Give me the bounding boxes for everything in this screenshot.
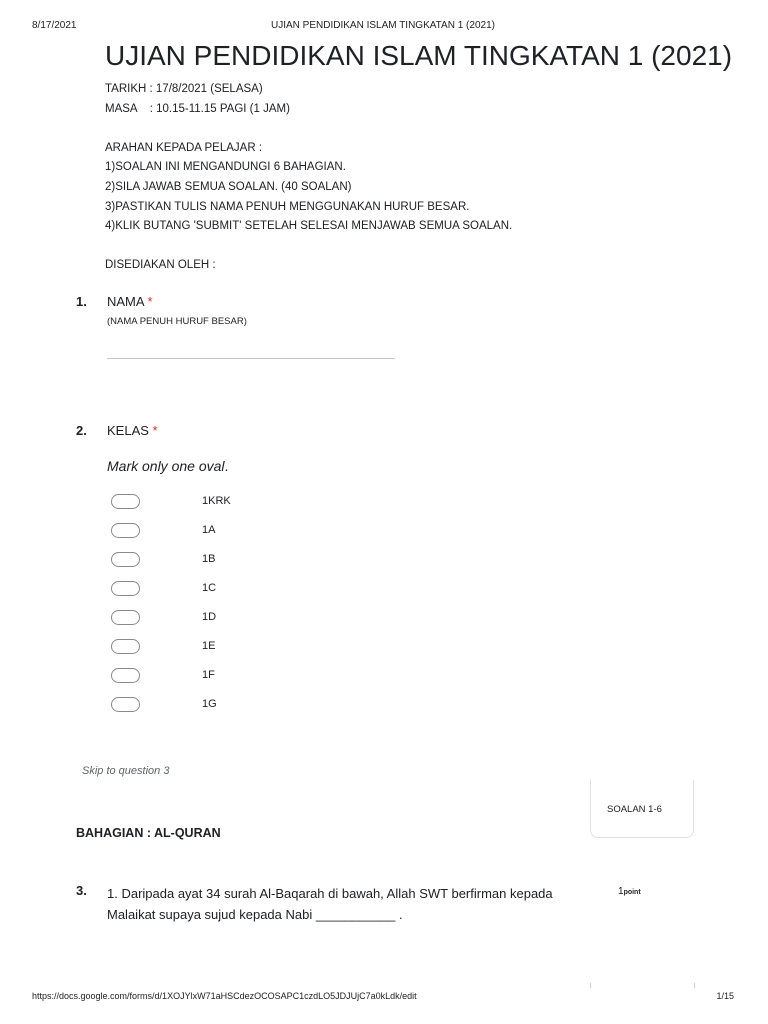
question-1-title (107, 294, 153, 309)
question-points (618, 886, 641, 897)
description-line (105, 237, 512, 257)
class-option-1c[interactable] (111, 581, 311, 599)
option-label: 1KRK (202, 495, 231, 507)
description-line (105, 119, 512, 139)
class-option-1e[interactable] (111, 639, 311, 657)
mark-only-one-instruction (107, 458, 228, 474)
question-1-number: 1. (76, 294, 87, 309)
radio-oval[interactable] (111, 523, 140, 538)
radio-oval[interactable] (111, 668, 140, 683)
instruction-period: . (224, 458, 229, 474)
radio-oval[interactable] (111, 552, 140, 567)
required-asterisk: * (152, 423, 158, 438)
option-label: 1C (202, 582, 217, 594)
section-heading: BAHAGIAN : AL-QURAN (76, 826, 221, 840)
question-3-line: 1. Daripada ayat 34 surah Al-Baqarah di bawah, Allah SWT berfirman kepada (107, 886, 553, 901)
section-side-label: SOALAN 1-6 (607, 804, 662, 815)
radio-oval[interactable] (111, 697, 140, 712)
option-label: 1G (202, 698, 217, 710)
description-line: MASA : 10.15-11.15 PAGI (1 JAM) (105, 102, 290, 115)
description-line: ARAHAN KEPADA PELAJAR : (105, 141, 263, 154)
page-url: https://docs.google.com/forms/d/1XOJYlxW71aHSCdezOCOSAPC1czdLO5JDJUjC7a0kLdk/edit (32, 991, 417, 1001)
print-header (32, 20, 734, 34)
card-edge-mark (590, 983, 591, 988)
question-3-text (107, 883, 587, 925)
question-2-label: KELAS (107, 423, 149, 438)
class-option-1g[interactable] (111, 697, 311, 715)
question-3-number: 3. (76, 883, 87, 898)
form-title: UJIAN PENDIDIKAN ISLAM TINGKATAN 1 (2021) (105, 40, 733, 71)
class-option-1f[interactable] (111, 668, 311, 686)
radio-oval[interactable] (111, 610, 140, 625)
option-label: 1D (202, 611, 217, 623)
option-label: 1E (202, 640, 216, 652)
skip-to-question-note: Skip to question 3 (82, 765, 170, 777)
description-line: DISEDIAKAN OLEH : (105, 259, 216, 272)
instruction-text: Mark only one oval (107, 458, 225, 474)
question-2-number: 2. (76, 423, 87, 438)
option-label: 1B (202, 553, 216, 565)
required-asterisk: * (147, 294, 153, 309)
option-label: 1F (202, 669, 215, 681)
description-line: 1)SOALAN INI MENGANDUNGI 6 BAHAGIAN. (105, 161, 346, 174)
class-option-1b[interactable] (111, 552, 311, 570)
description-line: 2)SILA JAWAB SEMUA SOALAN. (40 SOALAN) (105, 180, 352, 193)
section-label-card (590, 780, 694, 838)
points-value: 1 (618, 886, 624, 897)
question-2-title (107, 423, 158, 438)
radio-oval[interactable] (111, 581, 140, 596)
points-unit: point (623, 889, 641, 896)
card-edge-mark (694, 983, 695, 988)
class-option-1krk[interactable] (111, 494, 311, 512)
question-1-label: NAMA (107, 294, 144, 309)
print-date: 8/17/2021 (32, 20, 77, 31)
description-line: 4)KLIK BUTANG 'SUBMIT' SETELAH SELESAI MENJAWAB SEMUA SOALAN. (105, 220, 513, 233)
name-answer-field[interactable] (107, 358, 395, 359)
form-description (105, 80, 512, 276)
radio-oval[interactable] (111, 639, 140, 654)
description-line: TARIKH : 17/8/2021 (SELASA) (105, 83, 263, 95)
question-1-help: (NAMA PENUH HURUF BESAR) (107, 316, 247, 327)
description-line: 3)PASTIKAN TULIS NAMA PENUH MENGGUNAKAN HURUF BESAR. (105, 200, 470, 213)
radio-oval[interactable] (111, 494, 140, 509)
page-number: 1/15 (716, 991, 734, 1001)
class-option-1a[interactable] (111, 523, 311, 541)
class-option-1d[interactable] (111, 610, 311, 628)
question-3-line: Malaikat supaya sujud kepada Nabi ___________ . (107, 907, 403, 922)
option-label: 1A (202, 524, 216, 536)
print-title: UJIAN PENDIDIKAN ISLAM TINGKATAN 1 (2021) (271, 20, 495, 31)
print-footer (32, 991, 734, 1005)
